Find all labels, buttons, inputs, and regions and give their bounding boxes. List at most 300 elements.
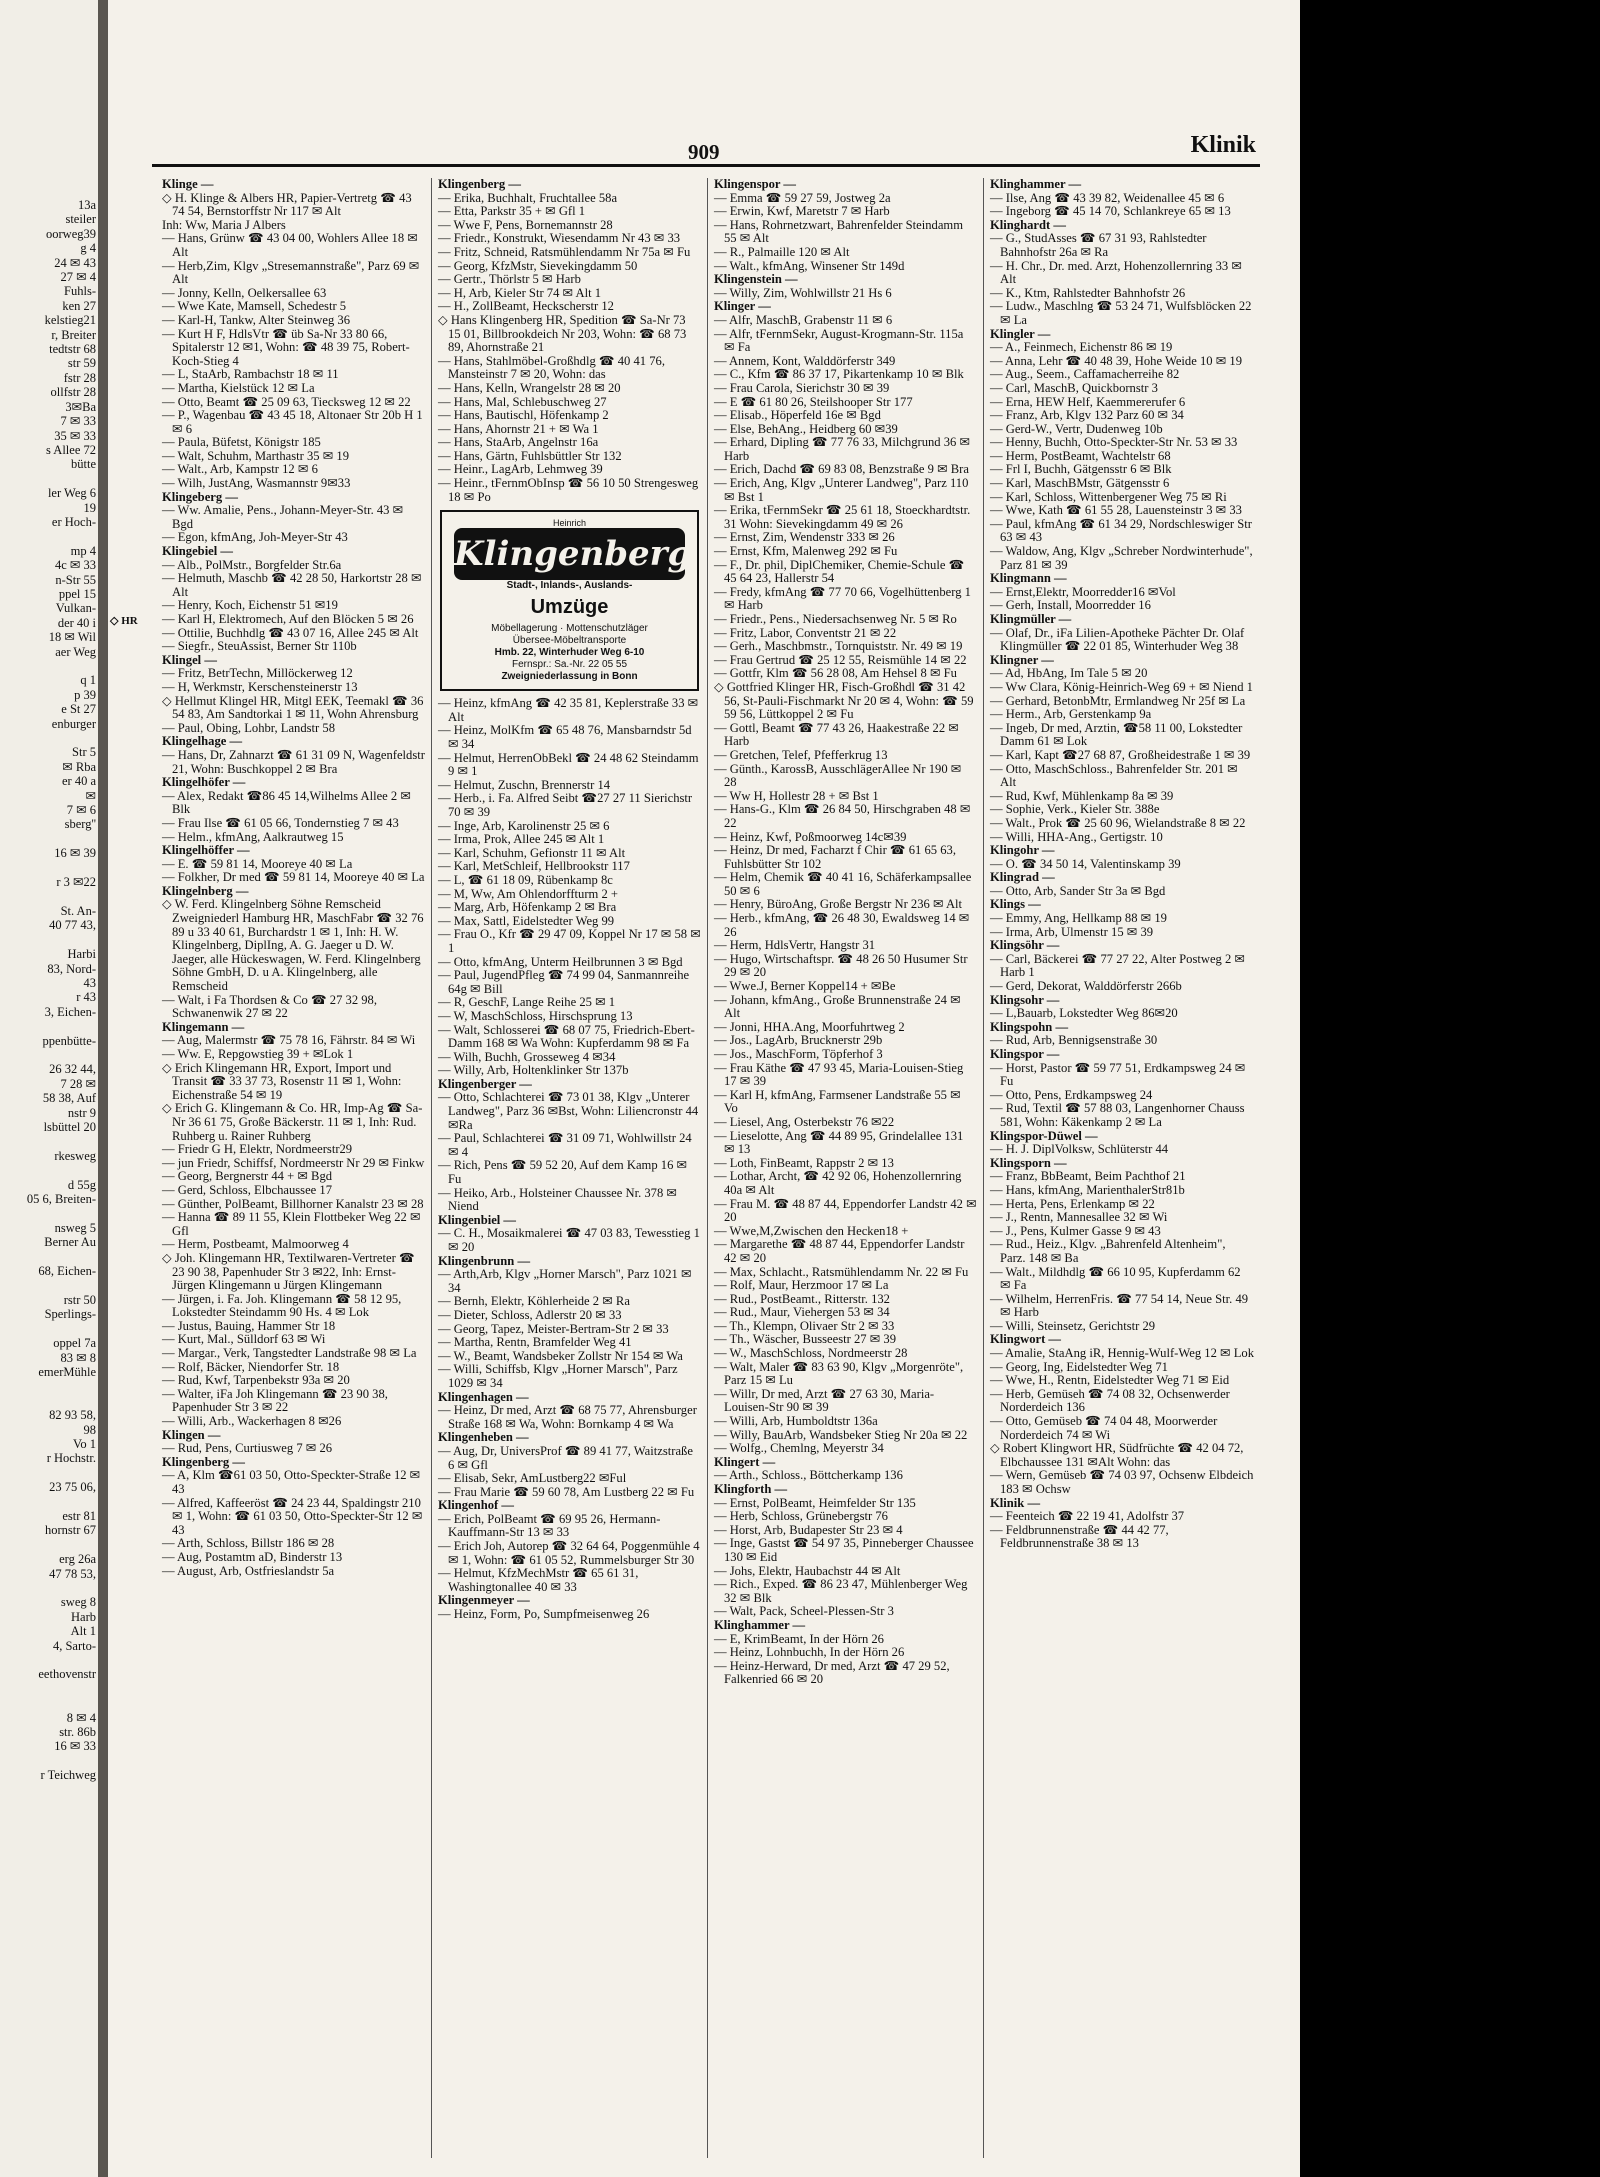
prev-page-line: 18 ✉ Wil bbox=[48, 630, 96, 645]
directory-entry: — J., Rentn, Mannesallee 32 ✉ Wi bbox=[990, 1210, 1168, 1225]
prev-page-line bbox=[0, 529, 100, 543]
prev-page-line: 4c ✉ 33 bbox=[54, 558, 96, 573]
prev-page-line bbox=[0, 1163, 100, 1177]
directory-entry: — Walt., kfmAng, Winsener Str 149d bbox=[714, 258, 905, 273]
directory-entry: — Hanna ☎ 89 11 55, Klein Flottbeker Weg 22 ✉ Gfl bbox=[162, 1210, 421, 1238]
directory-entry: — Karl, Kapt ☎27 68 87, Großheidestraße 1 ✉ 39 bbox=[990, 747, 1251, 762]
directory-entry: — Elisab., Höperfeld 16e ✉ Bgd bbox=[714, 408, 881, 423]
directory-entry: — Walt, Schuhm, Marthastr 35 ✉ 19 bbox=[162, 448, 349, 463]
directory-entry: — Jonni, HHA.Ang, Moorfuhrtweg 2 bbox=[714, 1019, 905, 1034]
directory-entry: — Georg, Bergnerstr 44 + ✉ Bgd bbox=[162, 1169, 333, 1184]
directory-entry: — H. Chr., Dr. med. Arzt, Hohenzollernring 33 ✉ Alt bbox=[990, 258, 1242, 287]
previous-page-strip bbox=[0, 0, 100, 2177]
prev-page-line: kelstieg21 bbox=[44, 313, 96, 328]
directory-entry: ◇ W. Ferd. Klingelnberg Söhne Remscheid Zweigniederl Hamburg HR, MaschFabr ☎ 32 76 89 u 33 40 61, Burchardstr 1 ✉ 1, Inh: H. W. Klingelnberg, DiplIng, A. G. Jaeger u D. W. Jaeger, alle Hückeswagen, W. Ferd. Klingelnberg Söhne GmbH, D. u A. Klingelnberg, alle Remscheid bbox=[162, 897, 424, 994]
directory-entry: — Willi, Steinsetz, Gerichtstr 29 bbox=[990, 1318, 1156, 1333]
directory-entry: — Walt, Maler ☎ 83 63 90, Klgv „Morgenröte", Parz 15 ✉ Lu bbox=[714, 1359, 964, 1388]
prev-page-line: 27 ✉ 4 bbox=[60, 270, 96, 285]
surname-heading: Klingsporn — bbox=[990, 1155, 1067, 1170]
surname-heading: Klingforth — bbox=[714, 1482, 788, 1496]
directory-entry: — Heinz-Herward, Dr med, Arzt ☎ 47 29 52, Falkenried 66 ✉ 20 bbox=[714, 1658, 950, 1687]
directory-entry: — Etta, Parkstr 35 + ✉ Gfl 1 bbox=[438, 204, 586, 219]
directory-entry: — Wwe F, Pens, Bornemannstr 28 bbox=[438, 217, 613, 232]
directory-entry: — Henry, BüroAng, Große Bergstr Nr 236 ✉ Alt bbox=[714, 897, 963, 912]
directory-entry: — Jos., LagArb, Brucknerstr 29b bbox=[714, 1033, 883, 1048]
directory-entry: — Willi, Arb., Wackerhagen 8 ✉26 bbox=[162, 1414, 342, 1429]
directory-entry: — Fredy, kfmAng ☎ 77 70 66, Vogelhüttenberg 1 ✉ Harb bbox=[714, 584, 971, 613]
prev-page-line: 35 ✉ 33 bbox=[54, 428, 96, 443]
directory-entry: ◇ Erich Klingemann HR, Export, Import und Transit ☎ 33 37 73, Rosenstr 11 ✉ 1, Wohn: Eichenstraße 54 ✉ 19 bbox=[162, 1060, 402, 1102]
directory-entry: — Erhard, Dipling ☎ 77 76 33, Milchgrund 36 ✉ Harb bbox=[714, 435, 971, 463]
directory-entry: — W., MaschSchloss, Nordmeerstr 28 bbox=[714, 1346, 908, 1361]
directory-entry: — Wwe, Kath ☎ 61 55 28, Lauensteinstr 3 ✉ 33 bbox=[990, 503, 1242, 518]
column-3 bbox=[708, 178, 984, 2158]
directory-entry: — Günther, PolBeamt, Billhorner Kanalstr 23 ✉ 28 bbox=[162, 1196, 424, 1211]
directory-entry: — Margarethe ☎ 48 87 44, Eppendorfer Landstr 42 ✉ 20 bbox=[714, 1237, 965, 1265]
prev-page-line: 82 93 58, bbox=[49, 1408, 96, 1423]
prev-page-line: hornstr 67 bbox=[44, 1523, 96, 1538]
directory-entry: — Arth, Schloss, Billstr 186 ✉ 28 bbox=[162, 1536, 335, 1551]
prev-page-line: e St 27 bbox=[61, 702, 96, 717]
directory-columns bbox=[156, 178, 1260, 2158]
directory-entry: — Walt, Pack, Scheel-Plessen-Str 3 bbox=[714, 1604, 894, 1619]
directory-entry: — Willi, HHA-Ang., Gertigstr. 10 bbox=[990, 829, 1163, 844]
prev-page-line: Str 5 bbox=[72, 745, 96, 760]
directory-entry: — J., Pens, Kulmer Gasse 9 ✉ 43 bbox=[990, 1223, 1161, 1238]
surname-heading: Klingelnberg — bbox=[162, 883, 249, 898]
directory-entry: — August, Arb, Ostfrieslandstr 5a bbox=[162, 1563, 335, 1578]
prev-page-line: Fuhls- bbox=[64, 284, 96, 299]
prev-page-line: 4, Sarto- bbox=[52, 1638, 96, 1653]
directory-entry: — Sophie, Verk., Kieler Str. 388e bbox=[990, 802, 1160, 817]
prev-page-line: 58 38, Auf bbox=[42, 1091, 96, 1106]
directory-entry: — Gottl, Beamt ☎ 77 43 26, Haakestraße 22 ✉ Harb bbox=[714, 720, 959, 749]
page-number: 909 bbox=[688, 140, 720, 164]
directory-entry: — Wilh, JustAng, Wasmannstr 9✉33 bbox=[162, 476, 351, 491]
prev-page-line: bütte bbox=[71, 457, 96, 472]
directory-entry: — Alb., PolMstr., Borgfelder Str.6a bbox=[162, 557, 342, 572]
directory-entry: — Otto, Pens, Erdkampsweg 24 bbox=[990, 1087, 1153, 1102]
prev-page-line bbox=[0, 1206, 100, 1220]
advert-line6: Zweigniederlassung in Bonn bbox=[501, 671, 638, 683]
directory-entry: — Max, Schlacht., Ratsmühlendamm Nr. 22 ✉ Fu bbox=[714, 1264, 969, 1279]
directory-entry: — Karl, Schloss, Wittenbergener Weg 75 ✉ Ri bbox=[990, 489, 1227, 504]
prev-page-line: 26 32 44, bbox=[49, 1062, 96, 1077]
directory-entry: — Hans, kfmAng, MarienthalerStr81b bbox=[990, 1182, 1185, 1197]
directory-entry: — Fritz, BetrTechn, Millöckerweg 12 bbox=[162, 666, 353, 681]
surname-heading: Klingel — bbox=[162, 652, 217, 667]
directory-entry: ◇ Hellmut Klingel HR, Mitgl EEK, Teemakl ☎ 36 54 83, Am Sandtorkai 1 ✉ 11, Wohn Ahrensburg bbox=[162, 693, 424, 722]
surname-heading: Klingrad — bbox=[990, 870, 1055, 885]
prev-page-line: 43 bbox=[83, 975, 96, 990]
directory-entry: — Folkher, Dr med ☎ 59 81 14, Mooreye 40 ✉ La bbox=[162, 870, 425, 885]
directory-entry: — Karl, MetSchleif, Hellbrookstr 117 bbox=[438, 859, 630, 874]
directory-page bbox=[108, 0, 1300, 2177]
directory-entry: — Otto, Beamt ☎ 25 09 63, Tiecksweg 12 ✉ 22 bbox=[162, 394, 411, 409]
directory-entry: — Wwe,M,Zwischen den Hecken18 + bbox=[714, 1223, 909, 1238]
directory-entry: — Herm, HdlsVertr, Hangstr 31 bbox=[714, 938, 876, 953]
directory-entry: — Justus, Bauing, Hammer Str 18 bbox=[162, 1318, 336, 1333]
prev-page-line: 7 ✉ 33 bbox=[60, 414, 96, 429]
surname-heading: Klingohr — bbox=[990, 843, 1055, 858]
prev-page-line bbox=[0, 1019, 100, 1033]
directory-entry: — Emma ☎ 59 27 59, Jostweg 2a bbox=[714, 190, 891, 205]
prev-page-line: sweg 8 bbox=[60, 1595, 96, 1610]
prev-page-line: n-Str 55 bbox=[55, 572, 96, 587]
surname-heading: Klinghardt — bbox=[990, 217, 1066, 232]
directory-entry: — Max, Sattl, Eidelstedter Weg 99 bbox=[438, 913, 615, 928]
prev-page-line: 83 ✉ 8 bbox=[60, 1350, 96, 1365]
surname-heading: Klingler — bbox=[990, 326, 1051, 341]
directory-entry: — Friedr., Pens., Niedersachsenweg Nr. 5 ✉ Ro bbox=[714, 612, 957, 626]
prev-page-line: r 43 bbox=[76, 990, 96, 1005]
prev-page-line: ppenbütte- bbox=[42, 1033, 96, 1048]
surname-heading: Klingenhof — bbox=[438, 1498, 514, 1513]
directory-entry: — Elisab, Sekr, AmLustberg22 ✉Ful bbox=[438, 1471, 627, 1486]
prev-page-line: estr 81 bbox=[62, 1508, 96, 1523]
directory-entry: — Friedr., Konstrukt, Wiesendamm Nr 43 ✉ 33 bbox=[438, 231, 681, 246]
directory-entry: — Willy, BauArb, Wandsbeker Stieg Nr 20a ✉ 22 bbox=[714, 1427, 968, 1442]
directory-entry: — H. J. DiplVolksw, Schlüterstr 44 bbox=[990, 1142, 1169, 1157]
prev-page-line bbox=[0, 890, 100, 904]
directory-entry: — Alfr, MaschB, Grabenstr 11 ✉ 6 bbox=[714, 312, 893, 327]
directory-entry: — Wilh, Buchh, Grosseweg 4 ✉34 bbox=[438, 1049, 616, 1064]
directory-entry: — Aug., Seem., Caffamacherreihe 82 bbox=[990, 367, 1180, 382]
directory-entry: — Rud., Maur, Viehergen 53 ✉ 34 bbox=[714, 1305, 890, 1320]
directory-entry: — Th., Klempn, Olivaer Str 2 ✉ 33 bbox=[714, 1318, 895, 1333]
directory-entry: — Hans, Gärtn, Fuhlsbüttler Str 132 bbox=[438, 448, 622, 463]
directory-entry: — Georg, KfzMstr, Sievekingdamm 50 bbox=[438, 258, 638, 273]
column-2 bbox=[432, 178, 708, 2158]
prev-page-line: tedtstr 68 bbox=[49, 342, 96, 357]
directory-entry: — Karl H, Elektromech, Auf den Blöcken 5 ✉ 26 bbox=[162, 612, 414, 626]
surname-heading: Klingert — bbox=[714, 1454, 776, 1469]
directory-entry: — Waldow, Ang, Klgv „Schreber Nordwinterhude", Parz 81 ✉ 39 bbox=[990, 544, 1253, 572]
directory-entry: — Rud., PostBeamt., Ritterstr. 132 bbox=[714, 1291, 890, 1306]
prev-page-line: r 3 ✉22 bbox=[56, 875, 96, 890]
surname-heading: Klingeberg — bbox=[162, 489, 238, 504]
directory-entry: — Marg, Arb, Höfenkamp 2 ✉ Bra bbox=[438, 900, 617, 915]
directory-entry: — Günth., KarossB, AusschlägerAllee Nr 190 ✉ 28 bbox=[714, 761, 962, 790]
directory-entry: — Rud, Arb, Bennigsenstraße 30 bbox=[990, 1033, 1158, 1048]
directory-entry: — K., Ktm, Rahlstedter Bahnhofstr 26 bbox=[990, 285, 1186, 300]
directory-entry: — Ernst,Elektr, Moorredder16 ✉Vol bbox=[990, 584, 1176, 599]
directory-entry: — Herb, Gemüseh ☎ 74 08 32, Ochsenwerder Norderdeich 136 bbox=[990, 1386, 1230, 1415]
directory-entry: — Horst, Pastor ☎ 59 77 51, Erdkampsweg 24 ✉ Fu bbox=[990, 1060, 1246, 1089]
directory-entry: — Th., Wäscher, Busseestr 27 ✉ 39 bbox=[714, 1332, 897, 1347]
prev-page-line: ✉ Rba bbox=[62, 759, 96, 774]
directory-entry: — Hugo, Wirtschaftspr. ☎ 48 26 50 Husumer Str 29 ✉ 20 bbox=[714, 951, 968, 980]
directory-entry: — Kurt, Mal., Sülldorf 63 ✉ Wi bbox=[162, 1332, 326, 1347]
directory-entry: — Hans, Grünw ☎ 43 04 00, Wohlers Allee 18 ✉ Alt bbox=[162, 231, 418, 259]
directory-entry: — Rud, Textil ☎ 57 88 03, Langenhorner Chauss 581, Wohn: Käkenkamp 2 ✉ La bbox=[990, 1101, 1245, 1129]
surname-heading: Klingwort — bbox=[990, 1332, 1062, 1347]
directory-entry: — Heinr., tFernmObInsp ☎ 56 10 50 Strengesweg 18 ✉ Po bbox=[438, 476, 699, 504]
directory-entry: — Emmy, Ang, Hellkamp 88 ✉ 19 bbox=[990, 911, 1167, 926]
directory-entry: — Helmut, KfzMechMstr ☎ 65 61 31, Washingtonallee 40 ✉ 33 bbox=[438, 1566, 639, 1594]
prev-page-line: 13a bbox=[77, 198, 96, 212]
directory-entry: — Alfr, tFernmSekr, August-Krogmann-Str. 115a ✉ Fa bbox=[714, 326, 964, 355]
directory-entry: — Ww. E, Repgowstieg 39 + ✉Lok 1 bbox=[162, 1047, 354, 1061]
directory-entry: — Henry, Koch, Eichenstr 51 ✉19 bbox=[162, 598, 338, 613]
directory-entry: — W, MaschSchloss, Hirschsprung 13 bbox=[438, 1008, 633, 1023]
directory-entry: — Martha, Kielstück 12 ✉ La bbox=[162, 380, 315, 395]
prev-page-line bbox=[0, 1581, 100, 1595]
surname-heading: Klingsohr — bbox=[990, 992, 1060, 1007]
prev-page-line bbox=[0, 1495, 100, 1509]
prev-page-line: r, Breiter bbox=[51, 327, 96, 342]
surname-heading: Klingelhöfer — bbox=[162, 775, 246, 790]
directory-entry: — A., Feinmech, Eichenstr 86 ✉ 19 bbox=[990, 340, 1173, 355]
directory-entry: — Frau Marie ☎ 59 60 78, Am Lustberg 22 ✉ Fu bbox=[438, 1484, 695, 1499]
directory-entry: — Olaf, Dr., iFa Lilien-Apotheke Pächter Dr. Olaf Klingmüller ☎ 22 01 85, Winterhuder Weg 38 bbox=[990, 625, 1245, 654]
prev-page-line: er 40 a bbox=[61, 774, 96, 789]
surname-heading: Klingsöhr — bbox=[990, 938, 1060, 953]
surname-heading: Klingspor-Düwel — bbox=[990, 1128, 1098, 1143]
directory-entry: — Alfred, Kaffeeröst ☎ 24 23 44, Spaldingstr 210 ✉ 1, Wohn: ☎ 61 03 50, Otto-Speckter-Str 12 ✉ 43 bbox=[162, 1495, 423, 1537]
prev-page-line bbox=[0, 1754, 100, 1768]
prev-page-line bbox=[0, 1134, 100, 1148]
directory-entry: — Otto, Gemüseb ☎ 74 04 48, Moorwerder Norderdeich 74 ✉ Wi bbox=[990, 1414, 1218, 1442]
directory-entry: — Ww H, Hollestr 28 + ✉ Bst 1 bbox=[714, 788, 879, 803]
prev-page-line: eethovenstr bbox=[38, 1667, 96, 1682]
directory-entry: — Paula, Büfetst, Königstr 185 bbox=[162, 435, 321, 450]
directory-entry: — Herb., i. Fa. Alfred Seibt ☎27 27 11 Sierichstr 70 ✉ 39 bbox=[438, 791, 693, 819]
directory-entry: — Ludw., Maschlng ☎ 53 24 71, Wulfsblöcken 22 ✉ La bbox=[990, 299, 1252, 327]
directory-entry: — Gerh, Install, Moorredder 16 bbox=[990, 598, 1151, 613]
directory-entry: — Erich, PolBeamt ☎ 69 95 26, Hermann-Kauffmann-Str 13 ✉ 33 bbox=[438, 1511, 661, 1540]
directory-entry: — Heinz, MolKfm ☎ 65 48 76, Mansbarndstr 5d ✉ 34 bbox=[438, 723, 692, 752]
surname-heading: Klingenbiel — bbox=[438, 1212, 517, 1227]
directory-entry: — Bernh, Elektr, Köhlerheide 2 ✉ Ra bbox=[438, 1294, 630, 1309]
directory-entry: — L, StaArb, Rambachstr 18 ✉ 11 bbox=[162, 367, 339, 382]
prev-page-line: 83, Nord- bbox=[47, 961, 96, 976]
prev-page-line: Alt 1 bbox=[70, 1624, 96, 1639]
prev-page-line: 16 ✉ 39 bbox=[54, 846, 96, 861]
directory-entry: — Aug, Malermstr ☎ 75 78 16, Fährstr. 84 ✉ Wi bbox=[162, 1033, 416, 1048]
prev-page-line: nstr 9 bbox=[67, 1105, 96, 1120]
prev-page-line: St. An- bbox=[60, 903, 96, 918]
prev-page-line: 68, Eichen- bbox=[38, 1264, 96, 1279]
directory-entry: ◇ Joh. Klingemann HR, Textilwaren-Vertreter ☎ 23 90 38, Papenhuder Str 3 ✉22, Inh: Ernst-Jürgen Klingemann u Jürgen Klingemann bbox=[162, 1250, 415, 1293]
advert-line2: Möbellagerung · Mottenschutzläger bbox=[491, 623, 648, 635]
directory-entry: — C. H., Mosaikmalerei ☎ 47 03 83, Tewesstieg 1 ✉ 20 bbox=[438, 1226, 700, 1254]
surname-heading: Klingmüller — bbox=[990, 612, 1072, 626]
directory-entry: — Ernst, PolBeamt, Heimfelder Str 135 bbox=[714, 1495, 916, 1510]
directory-entry: — Erich, Dachd ☎ 69 83 08, Benzstraße 9 ✉ Bra bbox=[714, 462, 969, 477]
prev-page-line bbox=[0, 1696, 100, 1710]
prev-page-line: lsbüttel 20 bbox=[43, 1120, 96, 1134]
directory-entry: — Rud, Kwf, Mühlenkamp 8a ✉ 39 bbox=[990, 788, 1174, 803]
directory-entry: — Alex, Redakt ☎86 45 14,Wilhelms Allee 2 ✉ Blk bbox=[162, 788, 411, 817]
directory-entry: — Gerd, Dekorat, Walddörferstr 266b bbox=[990, 979, 1182, 994]
directory-entry: — Otto, Arb, Sander Str 3a ✉ Bgd bbox=[990, 883, 1166, 898]
directory-entry: — jun Friedr, Schiffsf, Nordmeerstr Nr 29 ✉ Finkw bbox=[162, 1155, 425, 1170]
advert-brand: Klingenberg bbox=[454, 528, 685, 580]
directory-entry: — Walt., Arb, Kampstr 12 ✉ 6 bbox=[162, 462, 318, 477]
directory-entry: — Herb,Zim, Klgv „Stresemannstraße", Parz 69 ✉ Alt bbox=[162, 258, 420, 287]
directory-entry: — Frau O., Kfr ☎ 29 47 09, Koppel Nr 17 ✉ 58 ✉ 1 bbox=[438, 927, 701, 955]
directory-entry: — Heinz, Dr med, Arzt ☎ 68 75 77, Ahrensburger Straße 168 ✉ Wa, Wohn: Bornkamp 4 ✉ Wa bbox=[438, 1403, 697, 1431]
directory-entry: — Paul, Obing, Lohbr, Landstr 58 bbox=[162, 720, 335, 735]
directory-entry: Inh: Ww, Maria J Albers bbox=[162, 217, 286, 232]
prev-page-line: 24 ✉ 43 bbox=[54, 255, 96, 270]
directory-entry: — Hans, Ahornstr 21 + ✉ Wa 1 bbox=[438, 421, 599, 436]
surname-heading: Klingner — bbox=[990, 652, 1054, 667]
prev-page-line: 3, Eichen- bbox=[44, 1004, 96, 1019]
directory-entry: — Ilse, Ang ☎ 43 39 82, Weidenallee 45 ✉ 6 bbox=[990, 190, 1225, 205]
prev-page-line bbox=[0, 861, 100, 875]
prev-page-line: 19 bbox=[83, 500, 96, 515]
prev-page-line: fstr 28 bbox=[63, 370, 96, 385]
previous-page-text bbox=[0, 198, 100, 1783]
surname-heading: Klingemann — bbox=[162, 1019, 245, 1034]
directory-entry: ◇ H. Klinge & Albers HR, Papier-Vertretg ☎ 43 74 54, Bernstorffstr Nr 117 ✉ Alt bbox=[162, 190, 412, 219]
advert-tag: Heinrich bbox=[552, 518, 586, 529]
directory-entry: — Heinz, Dr med, Facharzt f Chir ☎ 61 65 63, Fuhlsbütter Str 102 bbox=[714, 843, 956, 871]
directory-entry: — Frau Carola, Sierichstr 30 ✉ 39 bbox=[714, 380, 890, 395]
advert-headline: Umzüge bbox=[530, 596, 609, 619]
directory-entry: — Liesel, Ang, Osterbekstr 76 ✉22 bbox=[714, 1114, 895, 1129]
directory-entry: — Willi, Schiffsb, Klgv „Horner Marsch", Parz 1029 ✉ 34 bbox=[438, 1362, 678, 1390]
directory-entry: — Loth, FinBeamt, Rappstr 2 ✉ 13 bbox=[714, 1155, 894, 1170]
surname-heading: Klingenbrunn — bbox=[438, 1253, 531, 1268]
prev-page-line: Harbi bbox=[67, 947, 96, 962]
prev-page-line: ✉ bbox=[85, 788, 96, 803]
prev-page-line: 47 78 53, bbox=[49, 1566, 96, 1581]
directory-entry: — Egon, kfmAng, Joh-Meyer-Str 43 bbox=[162, 530, 348, 545]
prev-page-line: Berner Au bbox=[44, 1235, 96, 1250]
directory-entry: — Irma, Arb, Ulmenstr 15 ✉ 39 bbox=[990, 924, 1154, 939]
directory-entry: — Wern, Gemüseb ☎ 74 03 97, Ochsenw Elbdeich 183 ✉ Ochsw bbox=[990, 1468, 1254, 1496]
directory-entry: — Gerh., Maschbmstr., Tornquiststr. Nr. 49 ✉ 19 bbox=[714, 639, 963, 654]
directory-entry: — Erna, HEW Helf, Kaemmererufer 6 bbox=[990, 394, 1186, 409]
directory-entry: — Erika, Buchhalt, Fruchtallee 58a bbox=[438, 190, 618, 205]
prev-page-line: 40 77 43, bbox=[49, 918, 96, 933]
surname-heading: Klingenberger — bbox=[438, 1076, 532, 1091]
surname-heading: Klingebiel — bbox=[162, 544, 234, 559]
directory-entry: — G., StudAsses ☎ 67 31 93, Rahlstedter Bahnhofstr 26a ✉ Ra bbox=[990, 231, 1207, 259]
directory-entry: — R, GeschF, Lange Reihe 25 ✉ 1 bbox=[438, 995, 616, 1010]
directory-entry: — Ernst, Kfm, Malenweg 292 ✉ Fu bbox=[714, 544, 898, 559]
directory-entry: — Martha, Rentn, Bramfelder Weg 41 bbox=[438, 1335, 632, 1350]
prev-page-line: d 55g bbox=[67, 1177, 96, 1192]
prev-page-line: Sperlings- bbox=[44, 1307, 96, 1322]
directory-entry: — Aug, Postamtm aD, Binderstr 13 bbox=[162, 1549, 343, 1564]
directory-entry: — Hans, Bautischl, Höfenkamp 2 bbox=[438, 408, 609, 423]
prev-page-line: steiler bbox=[65, 212, 96, 227]
directory-entry: — F., Dr. phil, DiplChemiker, Chemie-Schule ☎ 45 64 23, Hallerstr 54 bbox=[714, 557, 965, 586]
directory-entry: — Willr, Dr med, Arzt ☎ 27 63 30, Maria-Louisen-Str 90 ✉ 39 bbox=[714, 1386, 935, 1415]
prev-page-line bbox=[0, 1466, 100, 1480]
directory-entry: — Johann, kfmAng., Große Brunnenstraße 24 ✉ Alt bbox=[714, 992, 961, 1021]
directory-entry: — Rich., Exped. ☎ 86 23 47, Mühlenberger Weg 32 ✉ Blk bbox=[714, 1577, 968, 1605]
directory-entry: — Herm., Arb, Gerstenkamp 9a bbox=[990, 707, 1152, 722]
directory-entry: — Walt, Schlosserei ☎ 68 07 75, Friedrich-Ebert-Damm 168 ✉ Wa Wohn: Kupferdamm 98 ✉ Fa bbox=[438, 1022, 695, 1051]
surname-heading: Klingmann — bbox=[990, 571, 1067, 586]
surname-heading: Klinghammer — bbox=[714, 1617, 806, 1632]
prev-page-line: 3✉Ba bbox=[65, 399, 96, 414]
directory-entry: — Carl, MaschB, Quickbornstr 3 bbox=[990, 380, 1158, 395]
klingenberg-advert bbox=[440, 510, 699, 691]
directory-entry: — Paul, JugendPfleg ☎ 74 99 04, Sanmannreihe 64g ✉ Bill bbox=[438, 968, 690, 996]
directory-entry: — Heinz, Kwf, Poßmoorweg 14c✉39 bbox=[714, 829, 907, 844]
directory-entry: — Margar., Verk, Tangstedter Landstraße 98 ✉ La bbox=[162, 1346, 417, 1361]
prev-page-line: ken 27 bbox=[62, 298, 96, 313]
directory-entry: — Heinr., LagArb, Lehmweg 39 bbox=[438, 462, 603, 477]
prev-page-line bbox=[0, 1653, 100, 1667]
prev-page-line bbox=[0, 933, 100, 947]
prev-page-line bbox=[0, 1394, 100, 1408]
prev-page-line: s Allee 72 bbox=[46, 442, 96, 457]
prev-page-line: 7 28 ✉ bbox=[60, 1076, 96, 1091]
directory-entry: ◇ Hans Klingenberg HR, Spedition ☎ Sa-Nr 73 15 01, Billbrookdeich Nr 203, Wohn: ☎ 68 73 89, Ahornstraße 21 bbox=[438, 312, 687, 355]
prev-page-line: 7 ✉ 6 bbox=[66, 803, 96, 818]
directory-entry: — Rud, Kwf, Tarpenbekstr 93a ✉ 20 bbox=[162, 1373, 350, 1388]
surname-heading: Klingelhöffer — bbox=[162, 843, 250, 858]
directory-entry: — Annem, Kont, Walddörferstr 349 bbox=[714, 353, 896, 368]
surname-heading: Klings — bbox=[990, 897, 1041, 912]
directory-entry: — Feenteich ☎ 22 19 41, Adolfstr 37 bbox=[990, 1509, 1185, 1524]
prev-page-line: r Teichweg bbox=[40, 1768, 96, 1783]
directory-entry: — Gottfr, Klm ☎ 56 28 08, Am Hehsel 8 ✉ Fu bbox=[714, 666, 957, 681]
prev-page-line: aer Weg bbox=[55, 644, 96, 659]
surname-heading: Klingspohn — bbox=[990, 1019, 1069, 1034]
directory-entry: — Karl, MaschBMstr, Gätgensstr 6 bbox=[990, 476, 1170, 491]
prev-page-line: erg 26a bbox=[59, 1552, 96, 1567]
directory-entry: — Rich, Pens ☎ 59 52 20, Auf dem Kamp 16 ✉ Fu bbox=[438, 1158, 688, 1187]
surname-heading: Klingenstein — bbox=[714, 272, 798, 287]
directory-entry: — E. ☎ 59 81 14, Mooreye 40 ✉ La bbox=[162, 856, 353, 871]
directory-entry: — Jonny, Kelln, Oelkersallee 63 bbox=[162, 285, 327, 300]
directory-entry: — Amalie, StaAng iR, Hennig-Wulf-Weg 12 ✉ Lok bbox=[990, 1346, 1255, 1361]
directory-entry: — A, Klm ☎61 03 50, Otto-Speckter-Straße 12 ✉ 43 bbox=[162, 1468, 421, 1496]
directory-entry: — Hans, Stahlmöbel-Großhdlg ☎ 40 41 76, Mansteinstr 7 ✉ 20, Wohn: das bbox=[438, 353, 665, 382]
directory-entry: — Wolfg., Chemlng, Meyerstr 34 bbox=[714, 1441, 884, 1456]
directory-entry: — Frau Ilse ☎ 61 05 66, Tondernstieg 7 ✉ 43 bbox=[162, 815, 399, 830]
directory-entry: — Dieter, Schloss, Adlerstr 20 ✉ 33 bbox=[438, 1307, 622, 1322]
directory-entry: — Paul, Schlachterei ☎ 31 09 71, Wohlwillstr 24 ✉ 4 bbox=[438, 1131, 692, 1159]
directory-entry: — Henny, Buchh, Otto-Speckter-Str Nr. 53 ✉ 33 bbox=[990, 435, 1238, 450]
prev-page-line: 16 ✉ 33 bbox=[54, 1739, 96, 1754]
directory-entry: ◇ Gottfried Klinger HR, Fisch-Großhdl ☎ 31 42 56, St-Pauli-Fischmarkt Nr 20 ✉ 4, Wohn: ☎ 59 59 56, Lüttkoppel 2 ✉ Fu bbox=[714, 679, 974, 722]
directory-entry: — Ad, HbAng, Im Tale 5 ✉ 20 bbox=[990, 666, 1148, 681]
prev-page-line bbox=[0, 1048, 100, 1062]
directory-entry: — Ww Clara, König-Heinrich-Weg 69 + ✉ Niend 1 bbox=[990, 679, 1253, 694]
surname-heading: Klingen — bbox=[162, 1427, 221, 1442]
directory-entry: — Otto, Schlachterei ☎ 73 01 38, Klgv „Unterer Landweg", Parz 36 ✉Bst, Wohn: Liliencronstr 44✉Ra bbox=[438, 1090, 699, 1132]
directory-entry: ◇ Robert Klingwort HR, Südfrüchte ☎ 42 04 72, Elbchaussee 131 ✉Alt Wohn: das bbox=[990, 1441, 1244, 1469]
directory-entry: — Feldbrunnenstraße ☎ 44 42 77, Feldbrunnenstraße 38 ✉ 13 bbox=[990, 1522, 1169, 1551]
prev-page-line bbox=[0, 1538, 100, 1552]
prev-page-line: er Hoch- bbox=[51, 514, 96, 529]
directory-entry: — Else, BehAng., Heidberg 60 ✉39 bbox=[714, 421, 898, 436]
prev-page-line: str 59 bbox=[67, 356, 96, 371]
directory-entry: — Anna, Lehr ☎ 40 48 39, Hohe Weide 10 ✉ 19 bbox=[990, 353, 1242, 368]
directory-entry: — Heiko, Arb., Holsteiner Chaussee Nr. 378 ✉ Niend bbox=[438, 1185, 677, 1214]
directory-entry: — Hans, Mal, Schlebuschweg 27 bbox=[438, 394, 607, 409]
directory-entry: — Fritz, Labor, Conventstr 21 ✉ 22 bbox=[714, 625, 897, 640]
directory-entry: — Irma, Prok, Allee 245 ✉ Alt 1 bbox=[438, 832, 605, 847]
prev-page-line bbox=[0, 731, 100, 745]
directory-entry: — Rud, Pens, Curtiusweg 7 ✉ 26 bbox=[162, 1441, 333, 1456]
directory-entry: — Jürgen, i. Fa. Joh. Klingemann ☎ 58 12 95, Lokstedter Steindamm 90 Hs. 4 ✉ Lok bbox=[162, 1291, 402, 1320]
surname-heading: Klinik — bbox=[990, 1495, 1041, 1510]
prev-page-line: mp 4 bbox=[70, 543, 96, 558]
directory-entry: — Herm, PostBeamt, Wachtelstr 68 bbox=[990, 448, 1171, 463]
directory-entry: — Frau Käthe ☎ 47 93 45, Maria-Louisen-Stieg 17 ✉ 39 bbox=[714, 1060, 964, 1089]
directory-entry: — Frl I, Buchh, Gätgensstr 6 ✉ Blk bbox=[990, 462, 1172, 477]
